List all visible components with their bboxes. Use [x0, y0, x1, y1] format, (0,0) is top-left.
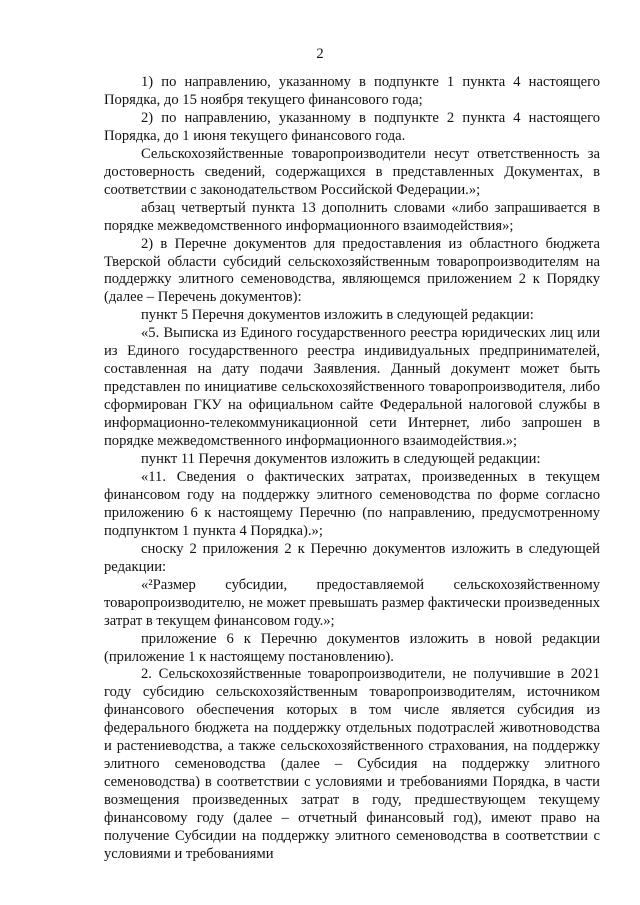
paragraph-item-1-deadline: 1) по направлению, указанному в подпункте 1 пункта 4 настоящего Порядка, до 15 ноября текущего финансового года; — [104, 74, 600, 108]
paragraph-documents-list-intro: 2) в Перечне документов для предоставления из областного бюджета Тверской области субсидий сельскохозяйственным товаропроизводителям на поддержку элитного семеноводства, являющемся приложением 2 к Порядку (далее – Перечень документов): — [104, 235, 600, 306]
paragraph-responsibility: Сельскохозяйственные товаропроизводители несут ответственность за достоверность сведений, содержащихся в представленных Документах, в соответствии с законодательством Российской Федерации.»; — [104, 145, 600, 198]
paragraph-footnote-2-heading: сноску 2 приложения 2 к Перечню документов изложить в следующей редакции: — [104, 540, 600, 575]
paragraph-clause-5-heading: пункт 5 Перечня документов изложить в следующей редакции: — [141, 307, 534, 324]
paragraph-item-2-deadline: 2) по направлению, указанному в подпункте 2 пункта 4 настоящего Порядка, до 1 июня текущего финансового года. — [104, 109, 600, 144]
page-number: 2 — [316, 46, 324, 62]
document-body — [104, 74, 600, 864]
paragraph-clause-13-amendment: абзац четвертый пункта 13 дополнить словами «либо запрашивается в порядке межведомственного информационного взаимодействия»; — [104, 199, 600, 234]
paragraph-footnote-2-text: «²Размер субсидии, предоставляемой сельскохозяйственному товаропроизводителю, не может превышать размер фактически произведенных затрат в текущем финансовом году.»; — [104, 576, 600, 629]
paragraph-clause-11-text: «11. Сведения о фактических затратах, произведенных в текущем финансовом году на поддержку элитного семеноводства по форме согласно приложению 6 к настоящему Перечню (по направлению, предусмотренному подпунктом 1 пункта 4 Порядка).»; — [104, 468, 600, 539]
paragraph-section-2: 2. Сельскохозяйственные товаропроизводители, не получившие в 2021 году субсидию сельскохозяйственным товаропроизводителям, источником финансового обеспечения которых в том числе является субсидия из федерального бюджета на поддержку отдельных подотраслей животноводства и растениеводства, а также сельскохозяйственного страхования, на поддержку элитного семеноводства (далее – Субсидия на поддержку элитного семеноводства) в соответствии с условиями и требованиями Порядка, в части возмещения произведенных затрат в году, предшествующем текущему финансовому году (далее – отчетный финансовый год), имеют право на получение Субсидии на поддержку элитного семеноводства в соответствии с условиями и требованиями — [104, 666, 600, 862]
paragraph-clause-11-heading: пункт 11 Перечня документов изложить в следующей редакции: — [141, 451, 541, 468]
paragraph-clause-5-text: «5. Выписка из Единого государственного реестра юридических лиц или из Единого государственного реестра индивидуальных предпринимателей, составленная на дату подачи Заявления. Данный документ может быть представлен по инициативе сельскохозяйственного товаропроизводителя, либо сформирован ГКУ на официальном сайте Федеральной налоговой службы в информационно-телекоммуникационной сети Интернет, либо запрошен в порядке межведомственного информационного взаимодействия.»; — [104, 325, 600, 450]
paragraph-appendix-6: приложение 6 к Перечню документов изложить в новой редакции (приложение 1 к настоящему постановлению). — [104, 630, 600, 665]
